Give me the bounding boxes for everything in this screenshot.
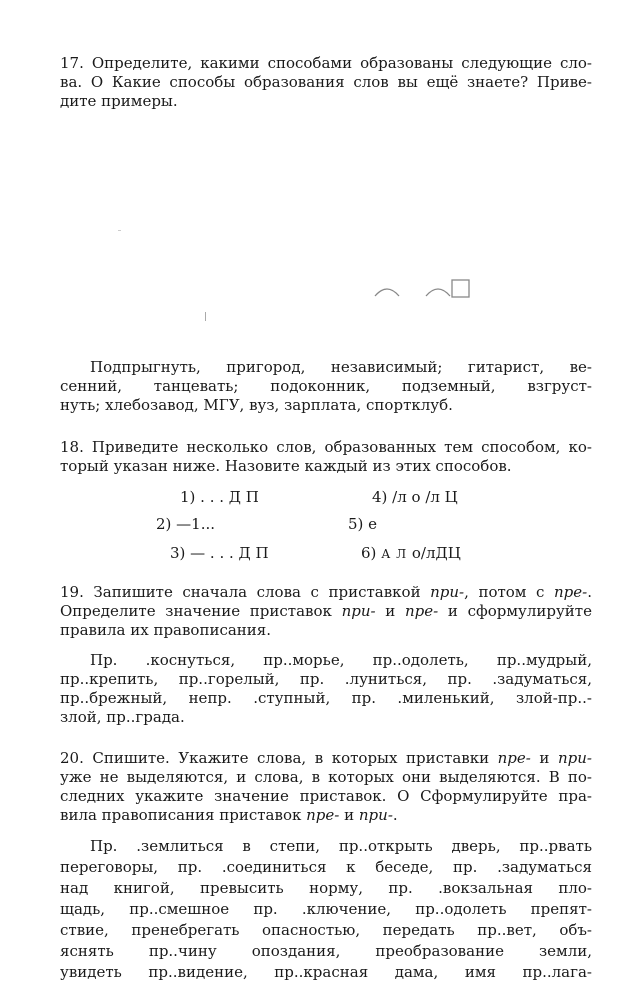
word-line: переговоры, пр. .соединиться к беседе, пр. .задуматься — [60, 858, 592, 876]
task-17-line: 17. Определите, какими способами образованы следующие сло- — [60, 54, 592, 72]
prefix: пре- — [404, 602, 439, 620]
scheme-6-number: 6) — [361, 544, 377, 562]
text: и — [530, 749, 558, 767]
scheme-6 — [361, 544, 461, 563]
word-line: щадь, пр..смешное пр. .ключение, пр..одолеть препят- — [60, 900, 592, 918]
task-19-words — [60, 651, 592, 727]
task-20-line — [60, 806, 592, 825]
word-line: злой, пр..града. — [60, 708, 185, 726]
task-17-words — [60, 358, 592, 415]
prefix: пре- — [497, 749, 531, 767]
prefix: при- — [557, 749, 592, 767]
word-line: нуть; хлебозавод, МГУ, вуз, зарплата, спортклуб. — [60, 396, 453, 414]
task-17-line: дите примеры. — [60, 92, 178, 110]
task-19-line — [60, 602, 592, 621]
scheme-4: 4) /л о /л Ц — [372, 488, 458, 506]
task-20-instruction — [60, 749, 592, 825]
prefix: пре- — [554, 583, 588, 601]
scheme-1: 1) . . . Д П — [180, 488, 259, 506]
word-line: сенний, танцевать; подоконник, подземный, взгруст- — [60, 377, 592, 395]
word-line: пр..брежный, непр. .ступный, пр. .миленький, злой-пр..- — [60, 689, 592, 707]
scheme-marks-graphic — [370, 276, 480, 304]
scheme-2: 2) —1... — [156, 515, 216, 533]
word-line: Пр. .землиться в степи, пр..открыть дверь, пр..рвать — [90, 837, 592, 855]
task-19-instruction — [60, 583, 592, 640]
task-17-line: ва. О Какие способы образования слов вы ещё знаете? Приве- — [60, 73, 592, 91]
word-line: ствие, пренебрегать опасностью, передать пр..вет, объ- — [60, 921, 592, 939]
task-20-line: следних укажите значение приставок. О Сформулируйте пра- — [60, 787, 592, 805]
scheme-3: 3) — . . . Д П — [170, 544, 269, 562]
scheme-6-small: А Л — [381, 547, 408, 561]
task-18-line: 18. Приведите несколько слов, образованных тем способом, ко- — [60, 438, 592, 456]
text: вила правописания приставок — [60, 806, 307, 824]
scan-mark — [118, 230, 121, 231]
prefix: при- — [341, 602, 376, 620]
scheme-6-rest: о/лДЦ — [411, 544, 461, 562]
task-19-line: правила их правописания. — [60, 621, 272, 639]
task-20-words — [60, 836, 592, 983]
prefix: при- — [430, 583, 465, 601]
prefix: при- — [358, 806, 393, 824]
text: 20. Спишите. Укажите слова, в которых приставки — [60, 749, 498, 767]
prefix: пре- — [306, 806, 340, 824]
task-20-line: уже не выделяются, и слова, в которых они выделяются. В по- — [60, 768, 592, 786]
word-line: пр..крепить, пр..горелый, пр. .луниться, пр. .задуматься, — [60, 670, 592, 688]
text: . — [587, 583, 592, 601]
task-19-line — [60, 583, 592, 602]
task-17-instruction — [60, 54, 592, 111]
word-line: над книгой, превысить норму, пр. .вокзальная пло- — [60, 879, 592, 897]
text: , потом с — [464, 583, 554, 601]
text: и — [375, 602, 405, 620]
text: 19. Запишите сначала слова с приставкой — [60, 583, 431, 601]
scheme-5: 5) е — [348, 515, 378, 533]
word-line: яснять пр..чину опоздания, преобразование земли, — [60, 942, 592, 960]
scan-mark — [205, 312, 206, 321]
text: . — [392, 806, 398, 824]
text: и сформулируйте — [438, 602, 592, 620]
text: и — [339, 806, 359, 824]
task-18-instruction — [60, 438, 592, 476]
task-20-line — [60, 749, 592, 768]
task-18-line: торый указан ниже. Назовите каждый из этих способов. — [60, 457, 512, 475]
word-line: Подпрыгнуть, пригород, независимый; гитарист, ве- — [90, 358, 592, 376]
word-line: Пр. .коснуться, пр..морье, пр..одолеть, пр..мудрый, — [90, 651, 592, 669]
word-line: увидеть пр..видение, пр..красная дама, имя пр..лага- — [60, 963, 592, 981]
text: Определите значение приставок — [60, 602, 342, 620]
